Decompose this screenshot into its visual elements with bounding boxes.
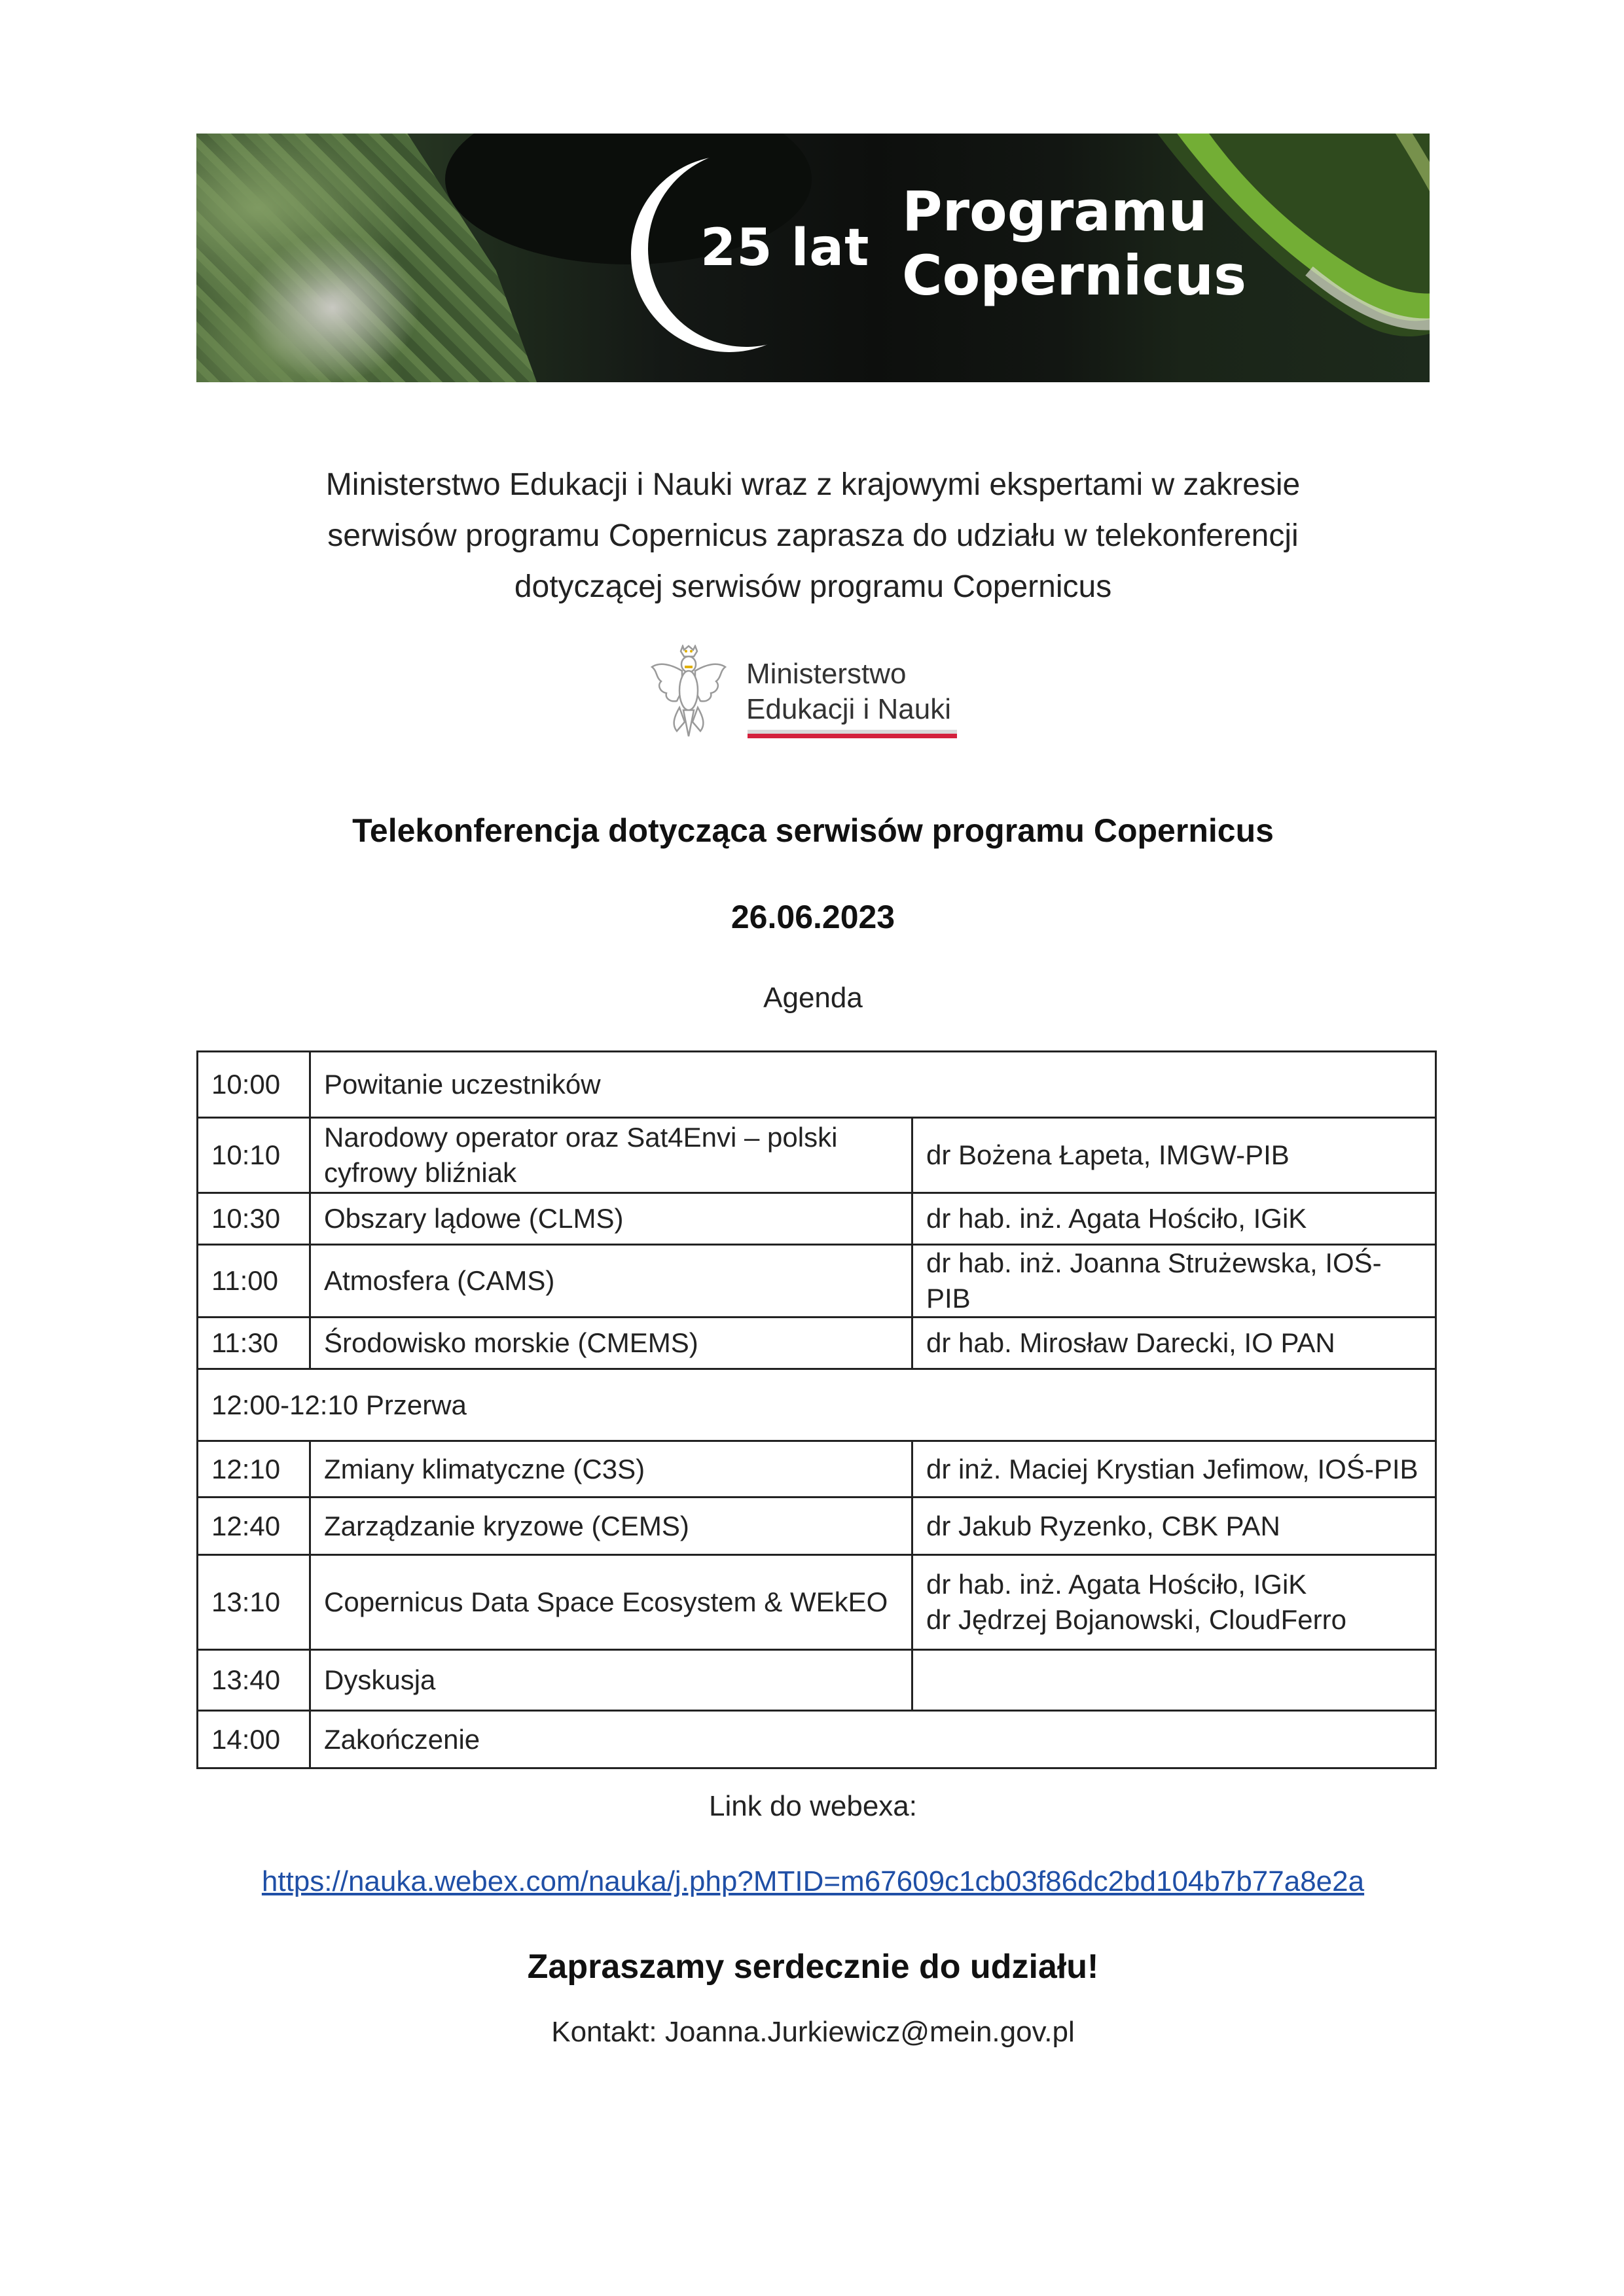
agenda-time: 12:10 (198, 1441, 310, 1498)
agenda-time: 10:10 (198, 1118, 310, 1193)
agenda-topic: Zakończenie (310, 1711, 1436, 1768)
agenda-speaker: dr hab. inż. Agata Hościło, IGiK (912, 1193, 1436, 1245)
agenda-speaker: dr Jakub Ryzenko, CBK PAN (912, 1498, 1436, 1555)
invitation-text: Zapraszamy serdecznie do udziału! (527, 1948, 1099, 1986)
table-row (198, 1052, 1436, 1118)
intro-line: serwisów programu Copernicus zaprasza do udziału w telekonferencji (327, 518, 1299, 553)
agenda-table (196, 1050, 1437, 1769)
table-row (198, 1650, 1436, 1711)
agenda-speaker: dr hab. Mirosław Darecki, IO PAN (912, 1318, 1436, 1369)
agenda-topic: Dyskusja (310, 1650, 912, 1711)
agenda-topic: Copernicus Data Space Ecosystem & WEkEO (310, 1555, 912, 1650)
agenda-time: 12:40 (198, 1498, 310, 1555)
table-row (198, 1118, 1436, 1193)
table-row (198, 1711, 1436, 1768)
banner-image (196, 134, 1430, 382)
conference-date: 26.06.2023 (731, 899, 895, 935)
table-row (198, 1498, 1436, 1555)
agenda-time: 14:00 (198, 1711, 310, 1768)
table-row (198, 1555, 1436, 1650)
agenda-topic: Środowisko morskie (CMEMS) (310, 1318, 912, 1369)
ministry-logo (648, 645, 969, 756)
agenda-speaker: dr hab. inż. Joanna Strużewska, IOŚ-PIB (912, 1245, 1436, 1318)
agenda-time: 10:00 (198, 1052, 310, 1118)
agenda-topic: Obszary lądowe (CLMS) (310, 1193, 912, 1245)
agenda-speaker: dr Bożena Łapeta, IMGW-PIB (912, 1118, 1436, 1193)
agenda-break: 12:00-12:10 Przerwa (198, 1369, 1436, 1441)
agenda-topic: Powitanie uczestników (310, 1052, 1436, 1118)
intro-text (196, 459, 1430, 613)
table-row (198, 1245, 1436, 1318)
webex-link-label: Link do webexa: (709, 1790, 917, 1822)
ministry-name (746, 656, 951, 727)
agenda-topic-line: Narodowy operator oraz Sat4Envi – polski (324, 1122, 838, 1153)
agenda-time: 13:40 (198, 1650, 310, 1711)
banner-years: 25 lat (700, 219, 870, 278)
agenda-time: 11:30 (198, 1318, 310, 1369)
ministry-name-line1: Ministerstwo (746, 658, 907, 690)
contact-text: Kontakt: Joanna.Jurkiewicz@mein.gov.pl (551, 2016, 1075, 2048)
agenda-heading: Agenda (763, 982, 863, 1014)
agenda-speaker (912, 1650, 1436, 1711)
conference-title: Telekonferencja dotycząca serwisów programu Copernicus (352, 812, 1274, 849)
agenda-topic: Zmiany klimatyczne (C3S) (310, 1441, 912, 1498)
agenda-speaker-line: dr hab. inż. Agata Hościło, IGiK (926, 1569, 1307, 1600)
banner-title (902, 179, 1246, 308)
intro-line: Ministerstwo Edukacji i Nauki wraz z krajowymi ekspertami w zakresie (325, 467, 1301, 502)
agenda-topic: Zarządzanie kryzowe (CEMS) (310, 1498, 912, 1555)
ministry-name-line2: Edukacji i Nauki (746, 693, 952, 725)
agenda-speaker (912, 1555, 1436, 1650)
eagle-emblem-icon (648, 645, 730, 743)
agenda-topic (310, 1118, 912, 1193)
table-row (198, 1441, 1436, 1498)
table-row (198, 1193, 1436, 1245)
flag-stripe-red (748, 734, 957, 738)
table-row (198, 1369, 1436, 1441)
banner-title-line2: Copernicus (902, 243, 1247, 308)
agenda-speaker: dr inż. Maciej Krystian Jefimow, IOŚ-PIB (912, 1441, 1436, 1498)
agenda-time: 13:10 (198, 1555, 310, 1650)
webex-link[interactable]: https://nauka.webex.com/nauka/j.php?MTID=m67609c1cb03f86dc2bd104b7b77a8e2a (261, 1865, 1365, 1897)
table-row (198, 1318, 1436, 1369)
agenda-speaker-line: dr Jędrzej Bojanowski, CloudFerro (926, 1604, 1346, 1635)
intro-line: dotyczącej serwisów programu Copernicus (514, 569, 1112, 604)
webex-link-wrapper (196, 1865, 1430, 1898)
agenda-time: 11:00 (198, 1245, 310, 1318)
agenda-topic: Atmosfera (CAMS) (310, 1245, 912, 1318)
agenda-time: 10:30 (198, 1193, 310, 1245)
banner-title-line1: Programu (902, 179, 1208, 243)
agenda-topic-line: cyfrowy bliźniak (324, 1157, 517, 1188)
